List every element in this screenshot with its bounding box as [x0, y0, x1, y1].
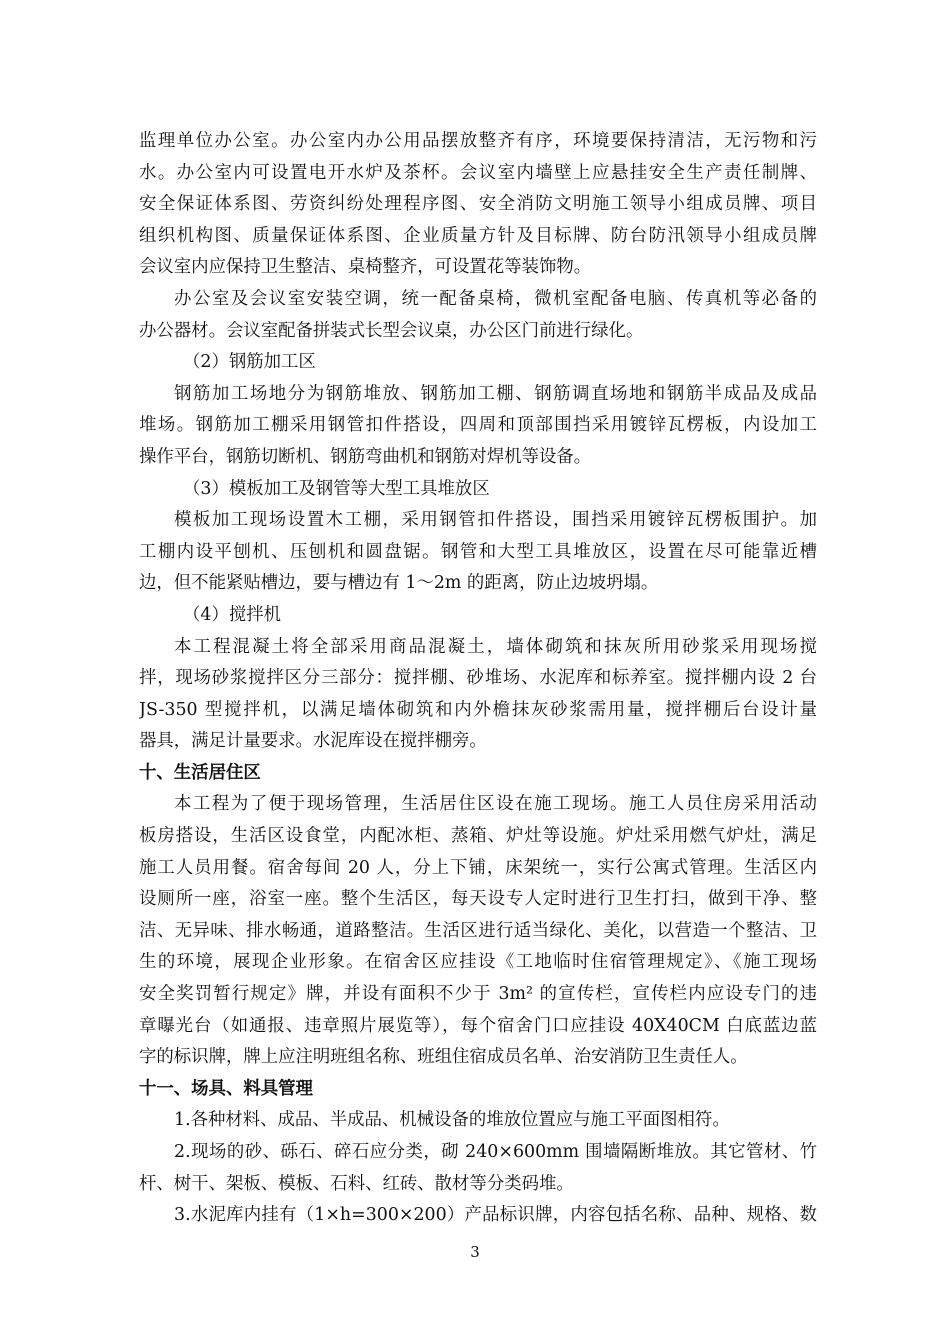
- text-line: 监理单位办公室。办公室内办公用品摆放整齐有序，环境要保持清洁，无污物和污: [139, 131, 817, 151]
- text-line: 板房搭设，生活区设食堂，内配冰柜、蒸箱、炉灶等设施。炉灶采用燃气炉灶，满足: [139, 826, 817, 847]
- text-line: （2）钢筋加工区: [183, 352, 316, 373]
- section-heading: 十一、场具、料具管理: [139, 1078, 313, 1099]
- document-body: [139, 126, 817, 1232]
- text-line: 工棚内设平刨机、压刨机和圆盘锯。钢管和大型工具堆放区，设置在尽可能靠近槽: [139, 541, 817, 562]
- text-line: 杆、树干、架板、模板、石料、红砖、散材等分类码堆。: [139, 1173, 574, 1194]
- text-line: 本工程为了便于现场管理，生活居住区设在施工现场。施工人员住房采用活动: [174, 794, 817, 815]
- text-line: 施工人员用餐。宿舍每间 20 人，分上下铺，床架统一，实行公寓式管理。生活区内: [139, 857, 817, 878]
- text-line: 办公室及会议室安装空调，统一配备桌椅，微机室配备电脑、传真机等必备的: [174, 288, 817, 309]
- text-line: 洁、无异味、排水畅通，道路整洁。生活区进行适当绿化、美化，以营造一个整洁、卫: [139, 920, 817, 941]
- text-line: 组织机构图、质量保证体系图、企业质量方针及目标牌、防台防汛领导小组成员牌: [139, 225, 817, 246]
- text-line: 生的环境，展现企业形象。在宿舍区应挂设《工地临时住宿管理规定》、《施工现场: [139, 952, 817, 973]
- text-line: 设厕所一座，浴室一座。整个生活区，每天设专人定时进行卫生打扫，做到干净、整: [139, 889, 817, 910]
- text-line: 器具，满足计量要求。水泥库设在搅拌棚旁。: [139, 731, 487, 752]
- text-line: （3）模板加工及钢管等大型工具堆放区: [183, 478, 490, 499]
- text-line: 拌，现场砂浆搅拌区分三部分：搅拌棚、砂堆场、水泥库和标养室。搅拌棚内设 2 台: [139, 668, 817, 689]
- text-line: 模板加工现场设置木工棚，采用钢管扣件搭设，围挡采用镀锌瓦楞板围护。加: [174, 510, 817, 531]
- text-line: 会议室内应保持卫生整洁、桌椅整齐，可设置花等装饰物。: [139, 257, 592, 278]
- section-heading: 十、生活居住区: [139, 762, 261, 783]
- text-line: 安全奖罚暂行规定》牌，并设有面积不少于 3m² 的宣传栏，宣传栏内应设专门的违: [139, 984, 817, 1005]
- text-line: 办公器材。会议室配备拼装式长型会议桌，办公区门前进行绿化。: [139, 320, 644, 341]
- text-line: 安全保证体系图、劳资纠纷处理程序图、安全消防文明施工领导小组成员牌、项目: [139, 194, 817, 215]
- text-line: 水。办公室内可设置电开水炉及茶杯。会议室内墙壁上应悬挂安全生产责任制牌、: [139, 162, 817, 183]
- text-line: 2.现场的砂、砾石、碎石应分类，砌 240×600mm 围墙隔断堆放。其它管材、竹: [174, 1142, 817, 1162]
- text-line: 字的标识牌，牌上应注明班组名称、班组住宿成员名单、治安消防卫生责任人。: [139, 1047, 748, 1068]
- text-line: 1.各种材料、成品、半成品、机械设备的堆放位置应与施工平面图相符。: [174, 1110, 730, 1131]
- text-line: 边，但不能紧贴槽边，要与槽边有 1～2m 的距离，防止边坡坍塌。: [139, 573, 659, 594]
- text-line: JS-350 型搅拌机，以满足墙体砌筑和内外檐抹灰砂浆需用量，搅拌棚后台设计量: [139, 699, 817, 720]
- text-line: 堆场。钢筋加工棚采用钢管扣件搭设，四周和顶部围挡采用镀锌瓦楞板，内设加工: [139, 415, 817, 436]
- page-number: 3: [470, 1243, 480, 1261]
- text-line: 钢筋加工场地分为钢筋堆放、钢筋加工棚、钢筋调直场地和钢筋半成品及成品: [174, 383, 817, 404]
- text-line: 操作平台，钢筋切断机、钢筋弯曲机和钢筋对焊机等设备。: [139, 446, 592, 467]
- text-line: 本工程混凝土将全部采用商品混凝土，墙体砌筑和抹灰所用砂浆采用现场搅: [174, 636, 817, 657]
- text-line: 章曝光台（如通报、违章照片展览等），每个宿舍门口应挂设 40X40CM 白底蓝边蓝: [139, 1015, 817, 1036]
- text-line: （4）搅拌机: [183, 604, 282, 625]
- text-line: 3.水泥库内挂有（1×h=300×200）产品标识牌，内容包括名称、品种、规格、数: [174, 1205, 817, 1226]
